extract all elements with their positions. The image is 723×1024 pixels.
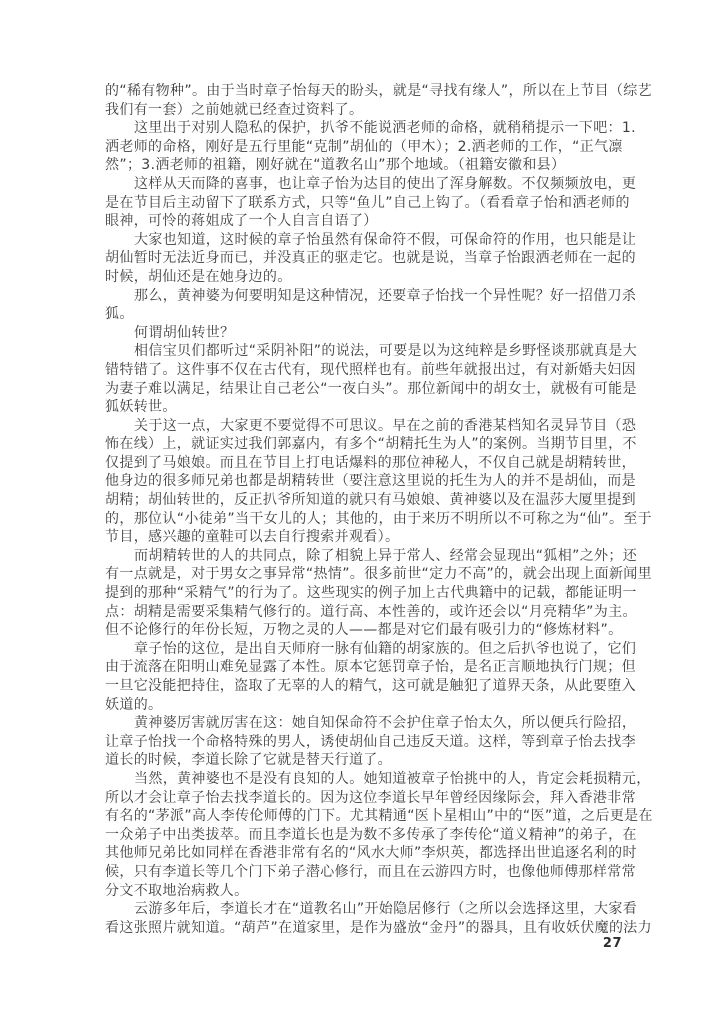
text-line: 洒老师的命格，刚好是五行里能“克制”胡仙的（甲木）；2.洒老师的工作，“正气凛 <box>105 138 623 155</box>
text-line: 的，那位认“小徒弟”当干女儿的人；其他的，由于来历不明所以不可称之为“仙”。至于 <box>105 510 653 527</box>
text-line: 让章子怡找一个命格特殊的男人，诱使胡仙自己违反天道。这样，等到章子怡去找李 <box>105 733 636 750</box>
text-line: 点：胡精是需要采集精气修行的。道行高、本性善的，或许还会以“月亮精华”为主。 <box>105 603 637 620</box>
text-line: 候，只有李道长等几个门下弟子潜心修行，而且在云游四方时，也像他师傅那样常常 <box>105 863 636 880</box>
text-line: 那么，黄神婆为何要明知是这种情况，还要章子怡找一个异性呢？好一招借刀杀 <box>134 287 637 304</box>
text-line: 眼神，可怜的蒋姐成了一个人自言自语了） <box>105 213 378 230</box>
text-block <box>105 82 653 937</box>
text-line: 胡精；胡仙转世的，反正扒爷所知道的就只有马娘娘、黄神婆以及在温莎大厦里提到 <box>105 492 636 509</box>
text-line: 有名的“茅派”高人李传伦师傅的门下。尤其精通“医卜星相山”中的“医”道，之后更是在 <box>105 808 653 825</box>
text-line: 的“稀有物种”。由于当时章子怡每天的盼头，就是“寻找有缘人”，所以在上节目（综艺 <box>105 83 653 99</box>
page-number: 27 <box>602 936 622 951</box>
text-line: 仅提到了马娘娘。而且在节目上打电话爆料的那位神秘人，不仅自己就是胡精转世， <box>105 454 636 471</box>
text-line: 他身边的很多师兄弟也都是胡精转世（要注意这里说的托生为人的并不是胡仙，而是 <box>105 473 636 490</box>
text-line: 怖在线）上，就证实过我们郭嘉内，有多个“胡精托生为人”的案例。当期节目里，不 <box>105 436 637 453</box>
text-line: 而胡精转世的人的共同点，除了相貌上异于常人、经常会显现出“狐相”之外；还 <box>134 547 638 564</box>
text-line: 一旦它没能把持住，盗取了无辜的人的精气，这可就是触犯了道界天条，从此要堕入 <box>105 678 636 694</box>
text-line: 时候，胡仙还是在她身边的。 <box>105 268 292 285</box>
text-line: 节目，感兴趣的童鞋可以去自行搜索并观看）。 <box>105 529 400 546</box>
text-line: 黄神婆厉害就厉害在这：她自知保命符不会护住章子怡太久，所以便兵行险招， <box>134 715 637 732</box>
text-line: 为妻子难以满足，结果让自己老公“一夜白头”。那位新闻中的胡女士，就极有可能是 <box>105 380 637 397</box>
text-line: 云游多年后，李道长才在“道教名山”开始隐居修行（之所以会选择这里，大家看 <box>134 901 638 918</box>
text-line: 当然，黄神婆也不是没有良知的人。她知道被章子怡挑中的人，肯定会耗损精元， <box>134 770 651 787</box>
text-line: 一众弟子中出类拔萃。而且李道长也是为数不多传承了李传伦“道义精神”的弟子，在 <box>105 826 637 843</box>
text-line: 相信宝贝们都听过“采阴补阳”的说法，可要是以为这纯粹是乡野怪谈那就真是大 <box>134 343 638 360</box>
text-line: 胡仙暂时无法近身而已，并没真正的驱走它。也就是说，当章子怡跟洒老师在一起的 <box>105 250 636 267</box>
text-line: 是在节目后主动留下了联系方式，只等“鱼儿”自己上钩了。（看看章子怡和洒老师的 <box>105 194 630 211</box>
text-line: 关于这一点，大家更不要觉得不可思议。早在之前的香港某档知名灵异节目（恐 <box>134 417 637 434</box>
text-line: 看这张照片就知道。“葫芦”在道家里，是作为盛放“金丹”的器具，且有收妖伏魔的法力 <box>105 919 653 936</box>
text-line: 妖道的。 <box>105 696 163 713</box>
text-line: 大家也知道，这时候的章子怡虽然有保命符不假，可保命符的作用，也只能是让 <box>134 231 637 248</box>
text-line: 有一点就是，对于男女之事异常“热情”。很多前世“定力不高”的，就会出现上面新闻里 <box>105 566 653 583</box>
text-line: 狐。 <box>105 306 134 323</box>
text-line: 提到的那种“采精气”的行为了。这些现实的例子加上古代典籍中的记载，都能证明一 <box>105 585 637 602</box>
text-line: 其他师兄弟比如同样在香港非常有名的“风水大师”李炽英，都选择出世追逐名利的时 <box>105 845 637 862</box>
text-line: 这样从天而降的喜事，也让章子怡为达目的使出了浑身解数。不仅频频放电，更 <box>134 175 637 192</box>
text-line: 这里出于对别人隐私的保护，扒爷不能说洒老师的命格，就稍稍提示一下吧：1. <box>134 120 636 137</box>
text-line: 我们有一套）之前她就已经查过资料了。 <box>105 101 364 118</box>
text-line: 何谓胡仙转世？ <box>134 324 235 341</box>
text-line: 所以才会让章子怡去找李道长的。因为这位李道长早年曾经因缘际会，拜入香港非常 <box>105 789 636 806</box>
text-line: 章子怡的这位，是出自天师府一脉有仙籍的胡家族的。但之后扒爷也说了，它们 <box>134 640 637 657</box>
text-line: 但不论修行的年份长短，万物之灵的人——都是对它们最有吸引力的“修炼材料”。 <box>105 622 623 639</box>
text-line: 然”；3.洒老师的祖籍，刚好就在“道教名山”那个地域。（祖籍安徽和县） <box>105 157 566 174</box>
text-line: 狐妖转世。 <box>105 399 177 416</box>
text-line: 道长的时候，李道长除了它就是替天行道了。 <box>105 752 392 769</box>
text-line: 错特错了。这件事不仅在古代有，现代照样也有。前些年就报出过，有对新婚夫妇因 <box>105 361 636 378</box>
text-line: 分文不取地治病救人。 <box>105 882 249 899</box>
text-line: 由于流落在阳明山难免显露了本性。原本它惩罚章子怡，是名正言顺地执行门规；但 <box>105 659 636 676</box>
